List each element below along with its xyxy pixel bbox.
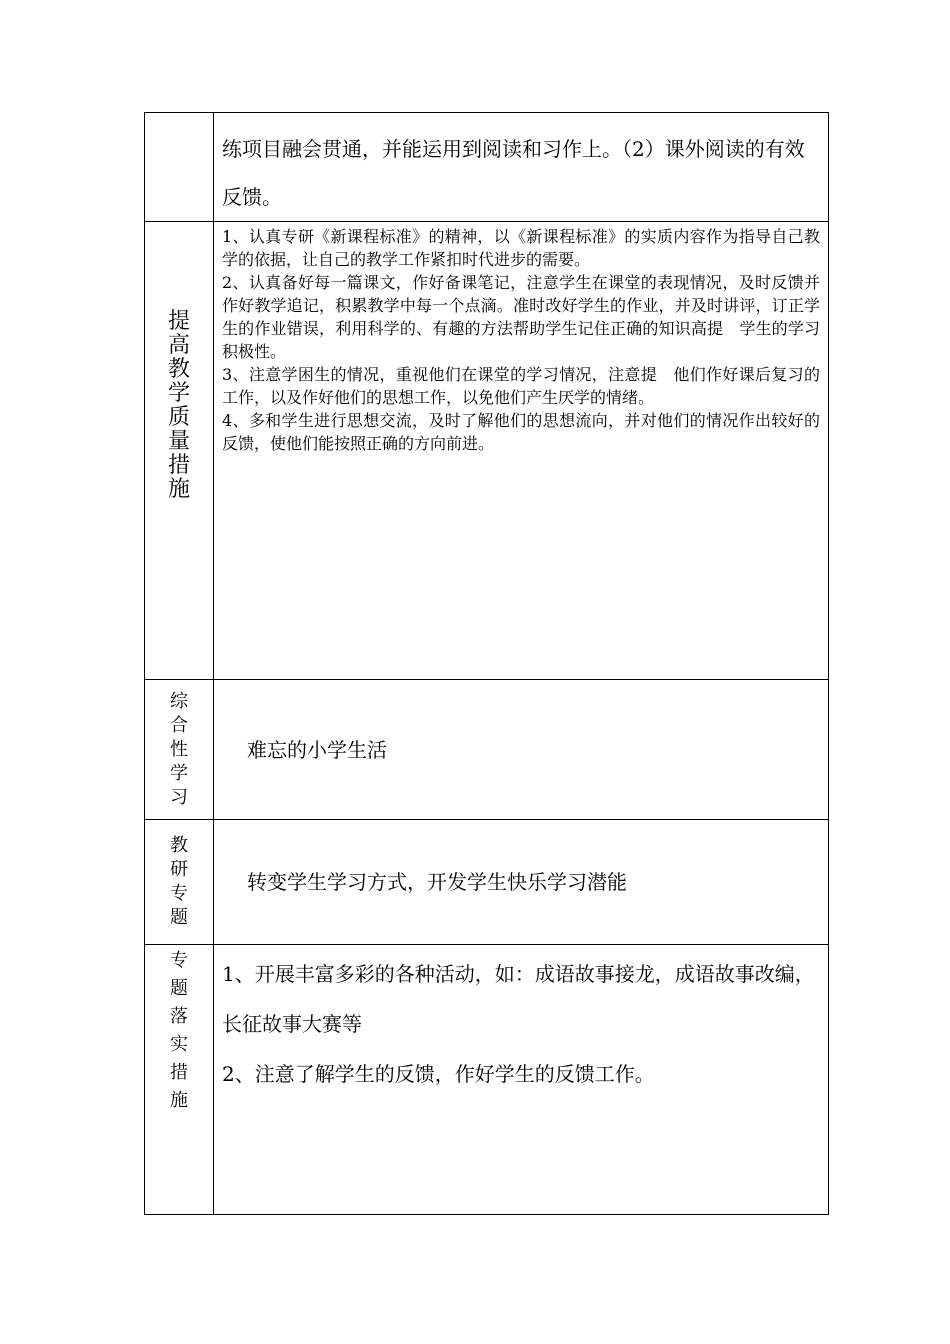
comprehensive-content-cell <box>214 680 829 820</box>
topic-measures-content-cell <box>214 945 829 1215</box>
research-topic-label-cell <box>145 820 214 945</box>
quality-measure-item-2: 2、认真备好每一篇课文，作好备课笔记，注意学生在课堂的表现情况，及时反馈并作好教学追记，积累教学中每一个点滴。准时改好学生的作业，并及时讲评，订正学生的作业错误，利用科学的、有趣的方法帮助学生记住正确的知识高提 学生的学习积极性。 <box>222 273 820 361</box>
quality-measures-row <box>145 222 829 680</box>
comprehensive-text: 难忘的小学生活 <box>247 737 387 762</box>
carryover-label-cell <box>145 113 214 222</box>
quality-measure-item-4: 4、多和学生进行思想交流，及时了解他们的思想流向，并对他们的情况作出较好的反馈，使他们能按照正确的方向前进。 <box>222 411 820 453</box>
topic-measure-item-1: 1、开展丰富多彩的各种活动，如：成语故事接龙，成语故事改编，长征故事大赛等 <box>222 962 815 1036</box>
topic-measure-item-2: 2、注意了解学生的反馈，作好学生的反馈工作。 <box>222 1062 655 1086</box>
carryover-text: 练项目融会贯通，并能运用到阅读和习作上。（2）课外阅读的有效反馈。 <box>222 137 805 209</box>
topic-measures-row <box>145 945 829 1215</box>
research-topic-label: 教研专题 <box>170 835 188 928</box>
quality-measure-item-1: 1、认真专研《新课程标准》的精神，以《新课程标准》的实质内容作为指导自己教学的依据，让自己的教学工作紧扣时代进步的需要。 <box>222 227 820 269</box>
topic-measures-label: 专题落实措施 <box>170 950 188 1111</box>
carryover-row <box>145 113 829 222</box>
comprehensive-label: 综合性学习 <box>170 690 188 808</box>
quality-measures-label: 提高教学质量措施 <box>167 308 190 502</box>
carryover-content-cell <box>214 113 829 222</box>
comprehensive-row <box>145 680 829 820</box>
research-topic-content-cell <box>214 820 829 945</box>
quality-measures-label-cell <box>145 222 214 680</box>
topic-measures-label-cell <box>145 945 214 1215</box>
quality-measure-item-3: 3、注意学困生的情况，重视他们在课堂的学习情况，注意提 他们作好课后复习的工作，以及作好他们的思想工作，以免他们产生厌学的情绪。 <box>222 365 820 407</box>
teaching-plan-table <box>144 112 829 1215</box>
research-topic-text: 转变学生学习方式，开发学生快乐学习潜能 <box>247 870 627 894</box>
research-topic-row <box>145 820 829 945</box>
comprehensive-label-cell <box>145 680 214 820</box>
quality-measures-content-cell <box>214 222 829 680</box>
